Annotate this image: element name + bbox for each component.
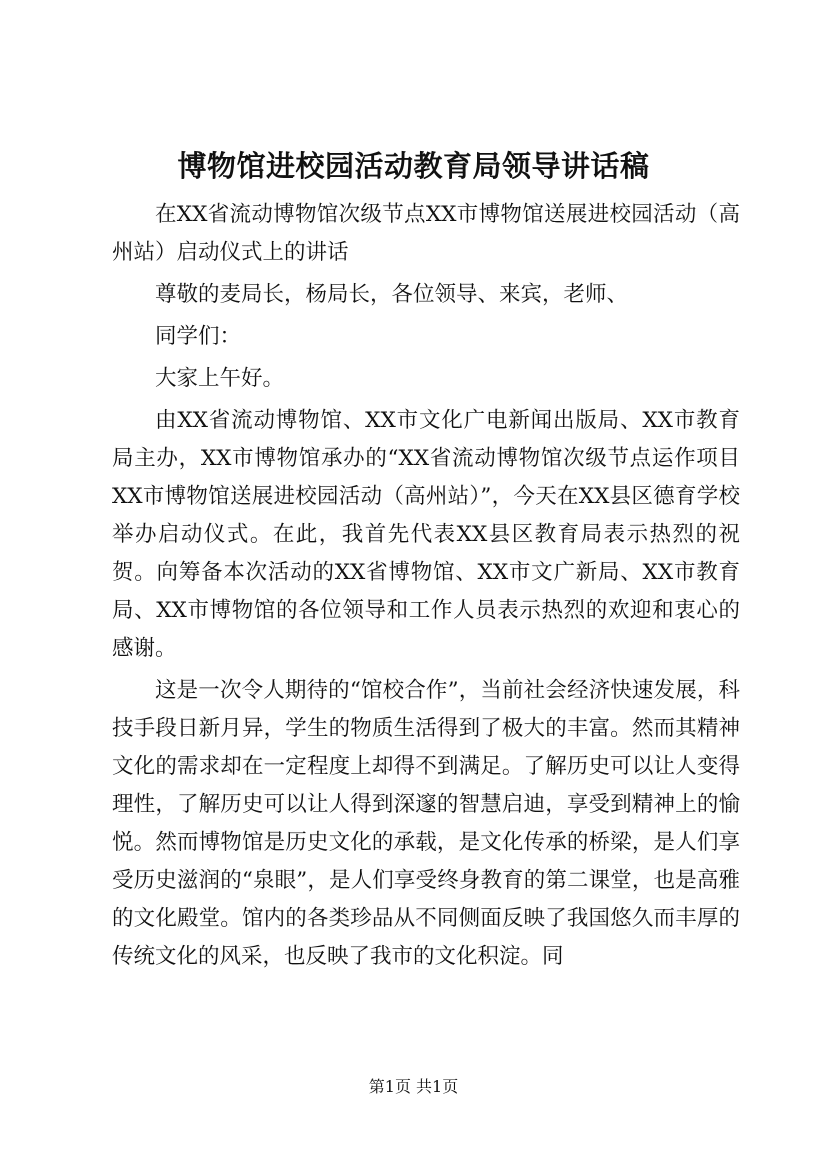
paragraph-2: 这是一次令人期待的“馆校合作”，当前社会经济快速发展，科技手段日新月异，学生的物质生活得到了极大的丰富。然而其精神文化的需求却在一定程度上却得不到满足。了解历史可以让人变得理性，了解历史可以让人得到深邃的智慧启迪，享受到精神上的愉悦。然而博物馆是历史文化的承载，是文化传承的桥梁，是人们享受历史滋润的“泉眼”，是人们享受终身教育的第二课堂，也是高雅的文化殿堂。馆内的各类珍品从不同侧面反映了我国悠久而丰厚的传统文化的风采，也反映了我市的文化积淀。同: [112, 678, 740, 969]
document-body: [112, 196, 740, 980]
document-title: 博物馆进校园活动教育局领导讲话稿: [177, 149, 650, 183]
paragraph-1: 由XX省流动博物馆、XX市文化广电新闻出版局、XX市教育局主办，XX市博物馆承办的“XX省流动博物馆次级节点运作项目XX市博物馆送展进校园活动（高州站）”，今天在XX县区德育学校举办启动仪式。在此，我首先代表XX县区教育局表示热烈的祝贺。向筹备本次活动的XX省博物馆、XX市文广新局、XX市教育局、XX市博物馆的各位领导和工作人员表示热烈的欢迎和衷心的感谢。: [112, 408, 740, 661]
speech-subtitle: 在XX省流动博物馆次级节点XX市博物馆送展进校园活动（高州站）启动仪式上的讲话: [112, 202, 740, 265]
greeting: 大家上午好。: [155, 366, 285, 391]
salutation-line-2: 同学们：: [155, 324, 242, 349]
page-footer: 第1页 共1页: [368, 1077, 459, 1096]
salutation-line-1: 尊敬的麦局长，杨局长，各位领导、来宾，老师、: [155, 282, 629, 307]
